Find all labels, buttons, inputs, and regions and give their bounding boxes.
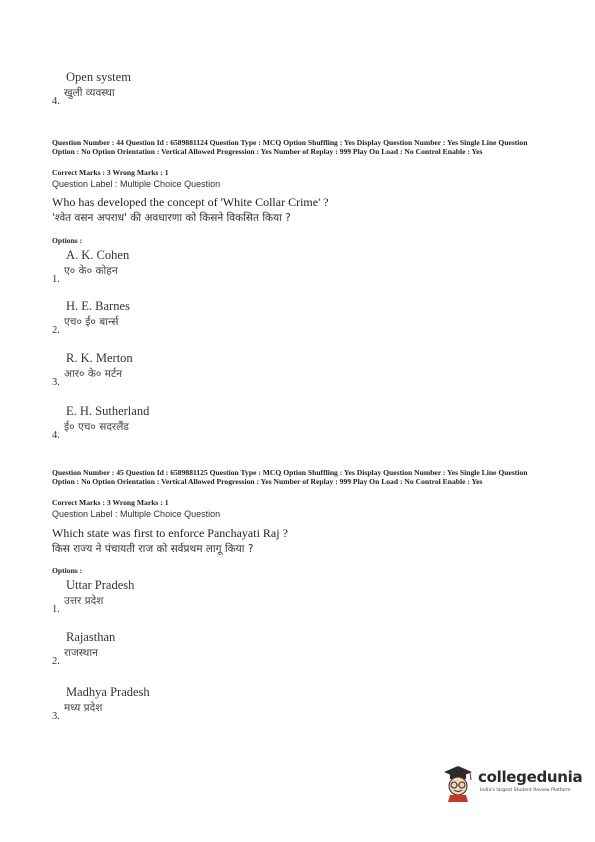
option-number: 2. bbox=[52, 656, 60, 667]
option-hindi: ई० एच० सदरलैंड bbox=[64, 421, 129, 433]
option-hindi: ए० के० कोहन bbox=[64, 265, 118, 277]
option-hindi: एच० ई० बार्न्स bbox=[64, 316, 119, 328]
option-english: Rajasthan bbox=[66, 630, 116, 644]
question-text-english: Who has developed the concept of 'White Collar Crime' ? bbox=[52, 195, 329, 209]
question-text-hindi: किस राज्य ने पंचायती राज को सर्वप्रथम लागू किया ? bbox=[52, 543, 254, 555]
option-hindi: राजस्थान bbox=[64, 647, 98, 659]
option-hindi: मध्य प्रदेश bbox=[64, 702, 103, 714]
logo-tagline: India's largest Student Review Platform bbox=[480, 788, 571, 793]
option-english: Madhya Pradesh bbox=[66, 685, 150, 699]
option-number: 3. bbox=[52, 711, 60, 722]
option-number: 2. bbox=[52, 325, 60, 336]
logo-brand-text: collegedunia bbox=[478, 768, 583, 786]
question-marks: Correct Marks : 3 Wrong Marks : 1 bbox=[52, 168, 169, 177]
option-number: 1. bbox=[52, 274, 60, 285]
collegedunia-logo bbox=[440, 762, 583, 802]
question-meta: Question Number : 45 Question Id : 6589881125 Question Type : MCQ Option Shuffling : Yes Display Question Number : Yes Single Line Question Option : No Option Orientation : Vertical Allowed Progression : Yes Number of Replay : 999 Play On Load : No Control Enable : Yes bbox=[52, 468, 528, 486]
option-number: 3. bbox=[52, 377, 60, 388]
options-label: Options : bbox=[52, 236, 83, 245]
question-marks: Correct Marks : 3 Wrong Marks : 1 bbox=[52, 498, 169, 507]
graduate-mascot-icon bbox=[440, 762, 476, 802]
question-meta: Question Number : 44 Question Id : 6589881124 Question Type : MCQ Option Shuffling : Yes Display Question Number : Yes Single Line Question Option : No Option Orientation : Vertical Allowed Progression : Yes Number of Replay : 999 Play On Load : No Control Enable : Yes bbox=[52, 138, 528, 156]
option-english: H. E. Barnes bbox=[66, 299, 130, 313]
question-label: Question Label : Multiple Choice Question bbox=[52, 179, 221, 189]
option-number: 1. bbox=[52, 604, 60, 615]
option-hindi: उत्तर प्रदेश bbox=[64, 595, 104, 607]
question-text-english: Which state was first to enforce Panchayati Raj ? bbox=[52, 526, 288, 540]
option-english: A. K. Cohen bbox=[66, 248, 130, 262]
question-label: Question Label : Multiple Choice Question bbox=[52, 509, 221, 519]
options-label: Options : bbox=[52, 566, 83, 575]
question-text-hindi: 'श्वेत वसन अपराध' की अवधारणा को किसने विकसित किया ? bbox=[52, 212, 291, 224]
option-english: Open system bbox=[66, 70, 131, 84]
option-english: E. H. Sutherland bbox=[66, 404, 150, 418]
option-number: 4. bbox=[52, 430, 60, 441]
option-hindi: खुली व्यवस्था bbox=[64, 87, 115, 99]
option-hindi: आर० के० मर्टन bbox=[64, 368, 123, 380]
option-number: 4. bbox=[52, 96, 60, 107]
option-english: R. K. Merton bbox=[66, 351, 133, 365]
option-english: Uttar Pradesh bbox=[66, 578, 135, 592]
